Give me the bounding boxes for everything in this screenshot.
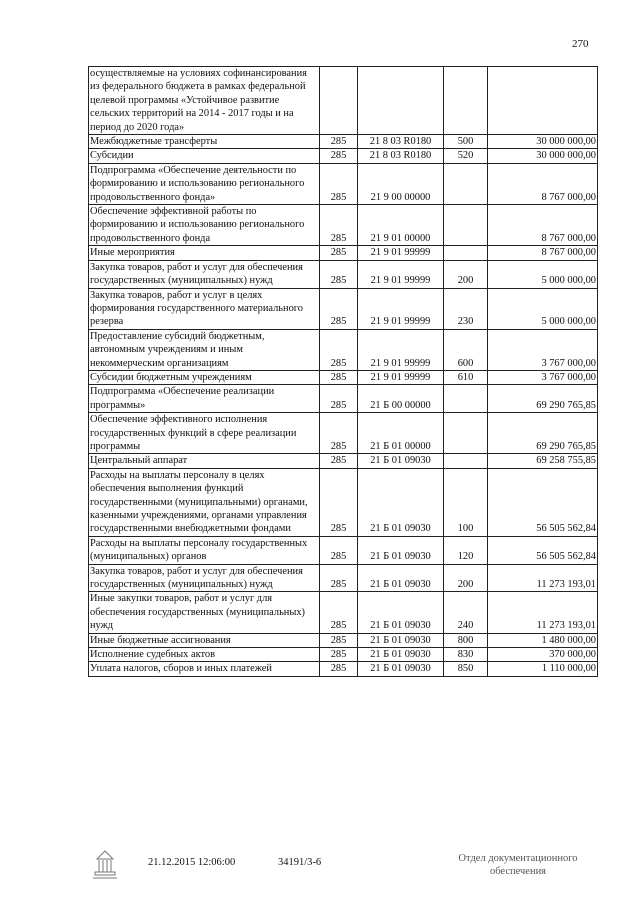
row-target-article: 21 Б 01 09030 bbox=[358, 564, 444, 592]
row-name: Закупка товаров, работ и услуг в целях формирования государственного материального резерва bbox=[89, 288, 320, 329]
row-target-article: 21 9 01 99999 bbox=[358, 329, 444, 370]
row-name: Подпрограмма «Обеспечение реализации программы» bbox=[89, 385, 320, 413]
row-name: Подпрограмма «Обеспечение деятельности по формированию и использованию регионального продовольственного фонда» bbox=[89, 163, 320, 204]
row-name: Субсидии bbox=[89, 149, 320, 163]
footer-datetime: 21.12.2015 12:06:00 bbox=[148, 857, 236, 868]
footer-document-number: 34191/3-6 bbox=[278, 857, 322, 868]
table-row bbox=[89, 288, 598, 329]
table-row bbox=[89, 662, 598, 676]
table-row bbox=[89, 135, 598, 149]
budget-table bbox=[88, 66, 598, 677]
table-row bbox=[89, 67, 598, 135]
row-target-article: 21 9 01 00000 bbox=[358, 205, 444, 246]
row-expense-type bbox=[444, 413, 488, 454]
row-amount: 5 000 000,00 bbox=[488, 260, 598, 288]
row-amount: 1 480 000,00 bbox=[488, 633, 598, 647]
row-name: Иные закупки товаров, работ и услуг для обеспечения государственных (муниципальных) нужд bbox=[89, 592, 320, 633]
table-row bbox=[89, 163, 598, 204]
row-ministry-code: 285 bbox=[320, 662, 358, 676]
row-amount: 3 767 000,00 bbox=[488, 370, 598, 384]
row-name: Предоставление субсидий бюджетным, автономным учреждениям и иным некоммерческим организациям bbox=[89, 329, 320, 370]
row-name: Иные мероприятия bbox=[89, 246, 320, 260]
row-ministry-code: 285 bbox=[320, 633, 358, 647]
row-name: Расходы на выплаты персоналу государственных (муниципальных) органов bbox=[89, 536, 320, 564]
row-ministry-code: 285 bbox=[320, 135, 358, 149]
row-name: осуществляемые на условиях софинансирования из федерального бюджета в рамках федеральной целевой программы «Устойчивое развитие сельских территорий на 2014 - 2017 годы и на период до 2020 года» bbox=[89, 67, 320, 135]
row-target-article: 21 Б 01 09030 bbox=[358, 454, 444, 468]
row-amount: 1 110 000,00 bbox=[488, 662, 598, 676]
row-amount: 30 000 000,00 bbox=[488, 149, 598, 163]
table-row bbox=[89, 370, 598, 384]
row-target-article: 21 Б 01 09030 bbox=[358, 662, 444, 676]
stamp-line: Отдел документационного bbox=[458, 853, 578, 864]
row-amount: 69 258 755,85 bbox=[488, 454, 598, 468]
row-target-article: 21 9 01 99999 bbox=[358, 370, 444, 384]
row-name: Закупка товаров, работ и услуг для обеспечения государственных (муниципальных) нужд bbox=[89, 260, 320, 288]
row-name: Уплата налогов, сборов и иных платежей bbox=[89, 662, 320, 676]
row-target-article: 21 Б 01 09030 bbox=[358, 536, 444, 564]
row-ministry-code: 285 bbox=[320, 260, 358, 288]
row-amount: 69 290 765,85 bbox=[488, 413, 598, 454]
table-row bbox=[89, 329, 598, 370]
row-ministry-code: 285 bbox=[320, 370, 358, 384]
row-expense-type: 800 bbox=[444, 633, 488, 647]
row-expense-type: 200 bbox=[444, 260, 488, 288]
row-amount: 8 767 000,00 bbox=[488, 163, 598, 204]
row-name: Обеспечение эффективной работы по формированию и использованию регионального продовольственного фонда bbox=[89, 205, 320, 246]
row-amount: 30 000 000,00 bbox=[488, 135, 598, 149]
row-target-article: 21 Б 01 00000 bbox=[358, 413, 444, 454]
row-name: Субсидии бюджетным учреждениям bbox=[89, 370, 320, 384]
row-amount: 3 767 000,00 bbox=[488, 329, 598, 370]
row-amount: 11 273 193,01 bbox=[488, 592, 598, 633]
row-target-article bbox=[358, 67, 444, 135]
row-amount: 56 505 562,84 bbox=[488, 536, 598, 564]
row-target-article: 21 8 03 R0180 bbox=[358, 149, 444, 163]
row-target-article: 21 Б 00 00000 bbox=[358, 385, 444, 413]
table-row bbox=[89, 633, 598, 647]
row-ministry-code: 285 bbox=[320, 246, 358, 260]
table-row bbox=[89, 205, 598, 246]
row-expense-type bbox=[444, 67, 488, 135]
row-target-article: 21 9 01 99999 bbox=[358, 288, 444, 329]
table-row bbox=[89, 592, 598, 633]
table-row bbox=[89, 149, 598, 163]
row-expense-type: 200 bbox=[444, 564, 488, 592]
table-row bbox=[89, 648, 598, 662]
table-row bbox=[89, 564, 598, 592]
row-name: Расходы на выплаты персоналу в целях обеспечения выполнения функций государственными (муниципальными) органами, казенными учреждениями, органами управления государственными внебюджетными фондами bbox=[89, 468, 320, 536]
row-name: Закупка товаров, работ и услуг для обеспечения государственных (муниципальных) нужд bbox=[89, 564, 320, 592]
row-name: Иные бюджетные ассигнования bbox=[89, 633, 320, 647]
building-emblem-icon bbox=[92, 848, 118, 880]
row-target-article: 21 9 01 99999 bbox=[358, 246, 444, 260]
row-ministry-code: 285 bbox=[320, 564, 358, 592]
table-row bbox=[89, 260, 598, 288]
row-name: Центральный аппарат bbox=[89, 454, 320, 468]
row-amount: 5 000 000,00 bbox=[488, 288, 598, 329]
row-ministry-code: 285 bbox=[320, 329, 358, 370]
page-number: 270 bbox=[572, 38, 589, 50]
row-target-article: 21 9 00 00000 bbox=[358, 163, 444, 204]
table-row bbox=[89, 385, 598, 413]
row-expense-type bbox=[444, 205, 488, 246]
row-ministry-code bbox=[320, 67, 358, 135]
row-amount: 11 273 193,01 bbox=[488, 564, 598, 592]
row-expense-type: 850 bbox=[444, 662, 488, 676]
row-expense-type: 240 bbox=[444, 592, 488, 633]
row-expense-type: 600 bbox=[444, 329, 488, 370]
row-expense-type: 830 bbox=[444, 648, 488, 662]
row-name: Исполнение судебных актов bbox=[89, 648, 320, 662]
row-ministry-code: 285 bbox=[320, 288, 358, 329]
row-ministry-code: 285 bbox=[320, 413, 358, 454]
row-ministry-code: 285 bbox=[320, 592, 358, 633]
row-ministry-code: 285 bbox=[320, 163, 358, 204]
row-ministry-code: 285 bbox=[320, 454, 358, 468]
row-name: Обеспечение эффективного исполнения государственных функций в сфере реализации программы bbox=[89, 413, 320, 454]
row-amount: 8 767 000,00 bbox=[488, 246, 598, 260]
table-row bbox=[89, 413, 598, 454]
table-row bbox=[89, 454, 598, 468]
row-target-article: 21 Б 01 09030 bbox=[358, 468, 444, 536]
row-ministry-code: 285 bbox=[320, 468, 358, 536]
row-amount: 8 767 000,00 bbox=[488, 205, 598, 246]
row-ministry-code: 285 bbox=[320, 149, 358, 163]
row-amount: 370 000,00 bbox=[488, 648, 598, 662]
row-expense-type: 100 bbox=[444, 468, 488, 536]
table-row bbox=[89, 246, 598, 260]
row-ministry-code: 285 bbox=[320, 648, 358, 662]
row-amount: 56 505 562,84 bbox=[488, 468, 598, 536]
row-expense-type: 520 bbox=[444, 149, 488, 163]
row-expense-type bbox=[444, 246, 488, 260]
row-expense-type bbox=[444, 385, 488, 413]
row-expense-type: 120 bbox=[444, 536, 488, 564]
row-target-article: 21 Б 01 09030 bbox=[358, 648, 444, 662]
row-name: Межбюджетные трансферты bbox=[89, 135, 320, 149]
row-amount bbox=[488, 67, 598, 135]
row-ministry-code: 285 bbox=[320, 205, 358, 246]
row-ministry-code: 285 bbox=[320, 385, 358, 413]
row-target-article: 21 9 01 99999 bbox=[358, 260, 444, 288]
row-expense-type: 610 bbox=[444, 370, 488, 384]
row-expense-type: 500 bbox=[444, 135, 488, 149]
row-expense-type bbox=[444, 454, 488, 468]
department-stamp bbox=[446, 852, 590, 878]
row-expense-type bbox=[444, 163, 488, 204]
row-target-article: 21 Б 01 09030 bbox=[358, 633, 444, 647]
stamp-line: обеспечения bbox=[489, 866, 547, 877]
row-target-article: 21 8 03 R0180 bbox=[358, 135, 444, 149]
row-ministry-code: 285 bbox=[320, 536, 358, 564]
row-target-article: 21 Б 01 09030 bbox=[358, 592, 444, 633]
row-expense-type: 230 bbox=[444, 288, 488, 329]
table-row bbox=[89, 468, 598, 536]
table-row bbox=[89, 536, 598, 564]
row-amount: 69 290 765,85 bbox=[488, 385, 598, 413]
